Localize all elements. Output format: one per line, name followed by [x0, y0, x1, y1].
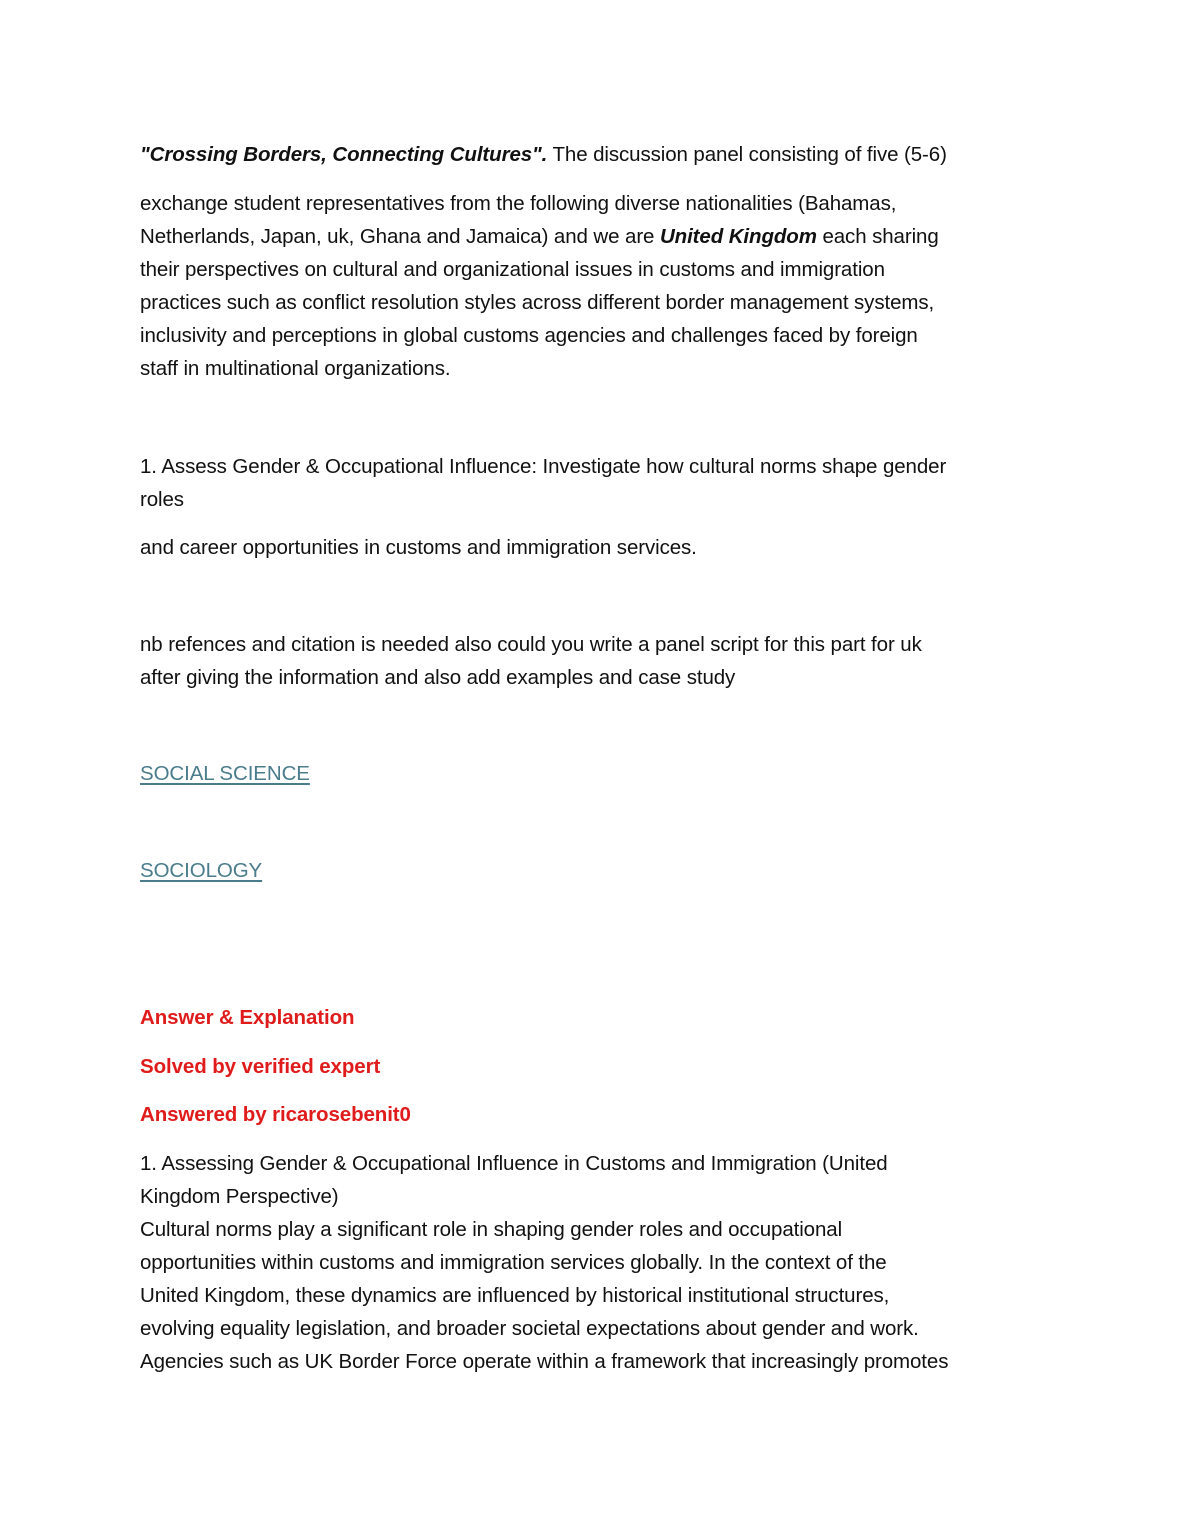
- intro-paragraph-line: their perspectives on cultural and organizational issues in customs and immigration: [140, 258, 885, 281]
- intro-paragraph-line: inclusivity and perceptions in global customs agencies and challenges faced by foreign: [140, 324, 918, 347]
- note-line: after giving the information and also add examples and case study: [140, 666, 736, 689]
- question-line: roles: [140, 488, 184, 511]
- answered-by-label: Answered by ricarosebenit0: [140, 1103, 411, 1126]
- country-emphasis: United Kingdom: [659, 225, 817, 248]
- intro-paragraph-line: practices such as conflict resolution styles across different border management systems,: [140, 291, 935, 314]
- panel-title: "Crossing Borders, Connecting Cultures".: [140, 143, 548, 166]
- answer-line: evolving equality legislation, and broader societal expectations about gender and work.: [140, 1317, 919, 1340]
- note-line: nb refences and citation is needed also could you write a panel script for this part for uk: [140, 633, 922, 656]
- answer-line: United Kingdom, these dynamics are influenced by historical institutional structures,: [140, 1284, 890, 1307]
- tag-link-sociology[interactable]: SOCIOLOGY: [140, 859, 263, 882]
- answer-line: Agencies such as UK Border Force operate within a framework that increasingly promotes: [140, 1350, 949, 1373]
- intro-text: each sharing: [816, 225, 939, 248]
- document-page: [140, 0, 1040, 1540]
- answer-heading: Answer & Explanation: [140, 1006, 355, 1029]
- question-line: and career opportunities in customs and immigration services.: [140, 536, 697, 559]
- tag-link-social-science[interactable]: SOCIAL SCIENCE: [140, 762, 310, 785]
- answer-line: Kingdom Perspective): [140, 1185, 339, 1208]
- question-line: 1. Assess Gender & Occupational Influence: Investigate how cultural norms shape gender: [140, 455, 947, 478]
- solved-by-label: Solved by verified expert: [140, 1055, 381, 1078]
- intro-text: Netherlands, Japan, uk, Ghana and Jamaica) and we are: [140, 225, 660, 248]
- intro-paragraph-line: exchange student representatives from the following diverse nationalities (Bahamas,: [140, 192, 897, 215]
- intro-title-rest: The discussion panel consisting of five (5-6): [547, 143, 947, 166]
- intro-paragraph-line: [140, 220, 939, 253]
- answer-line: opportunities within customs and immigration services globally. In the context of the: [140, 1251, 887, 1274]
- intro-title-line: [140, 138, 947, 171]
- intro-paragraph-line: staff in multinational organizations.: [140, 357, 451, 380]
- answer-line: Cultural norms play a significant role in shaping gender roles and occupational: [140, 1218, 843, 1241]
- answer-line: 1. Assessing Gender & Occupational Influence in Customs and Immigration (United: [140, 1152, 888, 1175]
